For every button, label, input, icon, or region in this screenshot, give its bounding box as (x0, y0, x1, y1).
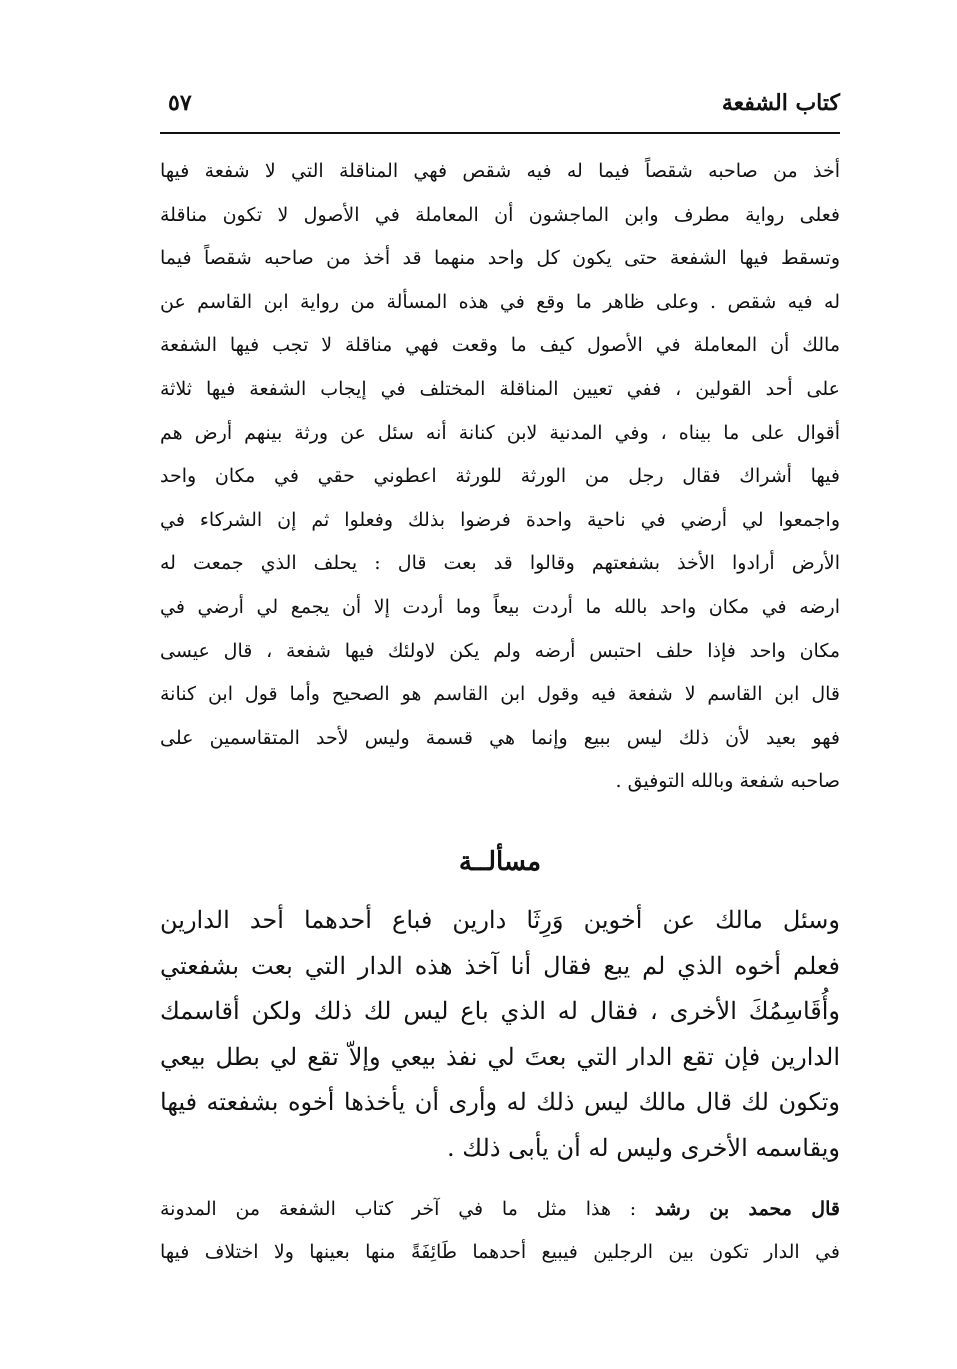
paragraph-1 (160, 150, 840, 804)
text-line: فعلم أخوه الذي لم يبع فقال أنا آخذ هذه الدار التي بعت بشفعتي (160, 951, 840, 980)
text-line: فيها أشراك فقال رجل من الورثة للورثة اعطوني حقي في مكان واحد (160, 465, 840, 488)
text-line: صاحبه شفعة وبالله التوفيق . (615, 770, 840, 793)
running-header (160, 88, 840, 128)
text-line: على أحد القولين ، ففي تعيين المناقلة المختلف في إيجاب الشفعة فيها ثلاثة (160, 377, 840, 400)
text-line: مكان واحد فإذا حلف احتبس أرضه ولم يكن لاولئك فيها شفعة ، قال عيسى (160, 639, 840, 662)
text-line: وسئل مالك عن أخوين وَرِثَا دارين فباع أحدهما أحد الدارين (160, 906, 841, 934)
text-line: وأُقَاسِمُكَ الأخرى ، فقال له الذي باع ليس لك ذلك ولكن أقاسمك (160, 997, 840, 1025)
text-line: فهو بعيد لأن ذلك ليس ببيع وإنما هي قسمة وليس لأحد المتقاسمين على (160, 726, 840, 749)
text-line: أقوال على ما بيناه ، وفي المدنية لابن كنانة أنه سئل عن ورثة بينهم أرض هم (160, 421, 840, 444)
page-number: ٥٧ (168, 90, 192, 116)
text-line: قال ابن القاسم لا شفعة فيه وقول ابن القاسم هو الصحيح وأما قول ابن كنانة (160, 683, 840, 706)
paragraph-3 (160, 1188, 840, 1274)
text-line: فعلى رواية مطرف وابن الماجشون أن المعاملة في الأصول لا تكون مناقلة (160, 203, 840, 226)
text-line: أخذ من صاحبه شقصاً فيما له فيه شقص فهي المناقلة التي لا شفعة فيها (160, 160, 840, 182)
text-line: الدارين فإن تقع الدار التي بعتَ لي نفذ بيعي وإلاّ تقع لي بطل بيعي (160, 1042, 840, 1071)
text-line: ويقاسمه الأخرى وليس له أن يأبى ذلك . (447, 1133, 840, 1162)
section-heading: مسألــة (458, 847, 542, 877)
text-line: وتسقط فيها الشفعة حتى يكون كل واحد منهما قد أخذ من صاحبه شقصاً فيما (160, 247, 840, 270)
commentary-text: : هذا مثل ما في آخر كتاب الشفعة من المدونة (160, 1198, 637, 1220)
paragraph-2 (160, 898, 840, 1171)
text-line (160, 1188, 840, 1231)
text-line: الأرض أرادوا الأخذ بشفعتهم وقالوا قد بعت قال : يحلف الذي جمعت له (160, 552, 840, 575)
text-line: واجمعوا لي أرضي في ناحية واحدة فرضوا بذلك وفعلوا ثم إن الشركاء في (160, 508, 840, 531)
text-line: مالك أن المعاملة في الأصول كيف ما وقعت فهي مناقلة لا تجب فيها الشفعة (160, 334, 840, 357)
text-line: في الدار تكون بين الرجلين فيبيع أحدهما طَائِفَةً منها بعينها ولا اختلاف فيها (160, 1241, 840, 1263)
commentator-name: قال محمد بن رشد (655, 1198, 840, 1220)
text-line: له فيه شقص . وعلى ظاهر ما وقع في هذه المسألة من رواية ابن القاسم عن (160, 290, 840, 313)
header-rule (160, 132, 840, 134)
text-line: ارضه في مكان واحد بالله ما أردت بيعاً وما أردت إلا أن يجمع لي أرضي في (160, 595, 840, 618)
running-title: كتاب الشفعة (721, 90, 840, 116)
text-line: وتكون لك قال مالك ليس ذلك له وأرى أن يأخذها أخوه بشفعته فيها (160, 1088, 840, 1116)
